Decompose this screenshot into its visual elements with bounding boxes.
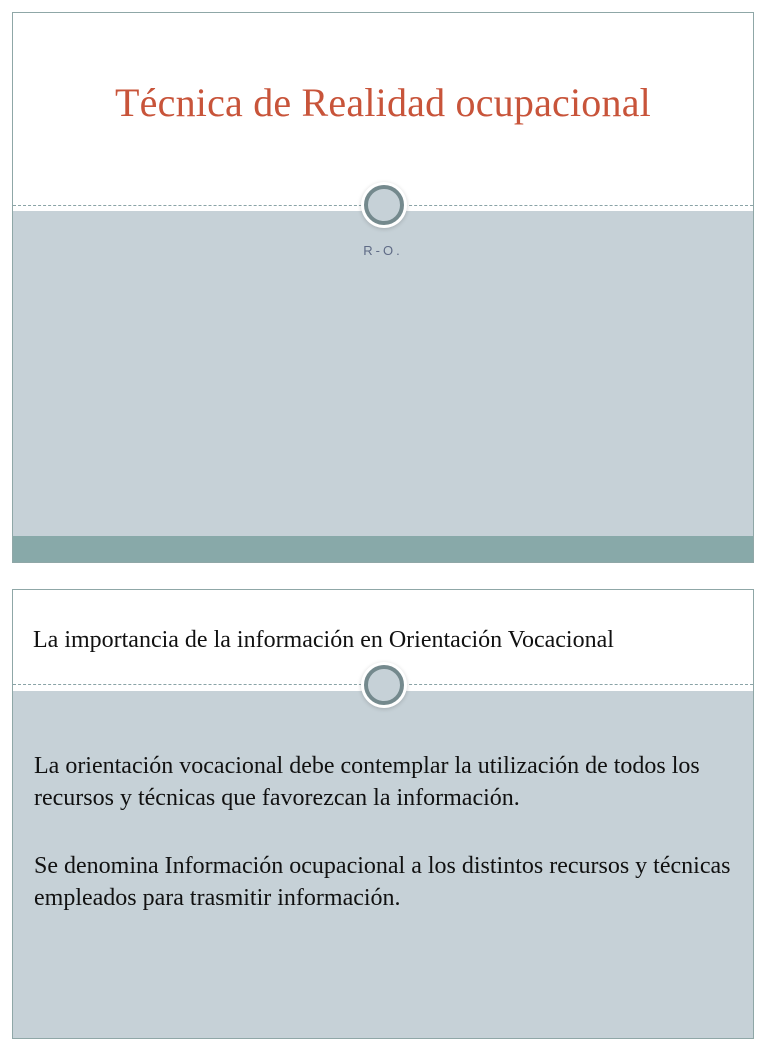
footer-band [13,536,753,562]
slide-subtitle: R-O. [363,243,403,258]
content-slide [12,589,754,1039]
slide-title: Técnica de Realidad ocupacional [115,80,651,125]
body-paragraph: Se denomina Información ocupacional a los distintos recursos y técnicas empleados para trasmitir información. [34,853,731,911]
title-slide [12,12,754,563]
slide-title: La importancia de la información en Orientación Vocacional [33,627,614,653]
body-paragraph: La orientación vocacional debe contemplar la utilización de todos los recursos y técnicas que favorezcan la información. [34,753,700,811]
slide-header-area [13,13,753,206]
circle-ornament-icon [364,185,404,225]
slide-body-area [13,211,753,536]
circle-ornament-icon [364,665,404,705]
